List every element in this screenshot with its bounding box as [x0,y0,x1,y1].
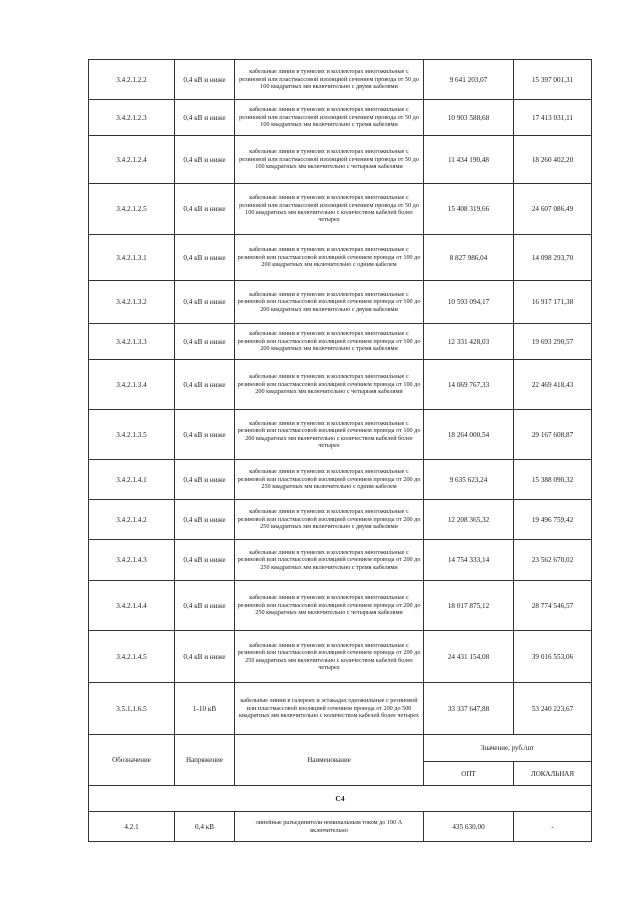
row-local-value: 23 562 670,02 [514,540,592,581]
row-opt-value: 24 431 154,08 [424,631,514,683]
row-opt-value: 8 827 986,04 [424,235,514,281]
row-code: 3.4.2.1.3.3 [89,324,175,360]
row-code: 3.4.2.1.4.3 [89,540,175,581]
row-voltage: 0,4 кВ и ниже [175,410,235,460]
row-local-value: 18 260 402,20 [514,136,592,184]
row-voltage: 0,4 кВ и ниже [175,460,235,500]
row-description: кабельные линии в туннелях и коллекторах многожильные с резиновой или пластмассовой изоляцией сечением провода от 50 до 100 квадратных мм включительно с четырьмя кабелями [235,136,424,184]
row-voltage: 0,4 кВ и ниже [175,581,235,631]
table-row [89,500,592,540]
row-voltage: 0,4 кВ и ниже [175,540,235,581]
row-voltage: 0,4 кВ и ниже [175,136,235,184]
tariff-table-sheet [88,59,591,842]
header-voltage: Напряжение [175,735,235,786]
row-code: 3.4.2.1.3.4 [89,360,175,410]
table-row [89,184,592,235]
table-row [89,683,592,735]
row-local-value: 16 917 171,38 [514,281,592,324]
row-code: 3.4.2.1.4.2 [89,500,175,540]
row-voltage: 0,4 кВ и ниже [175,184,235,235]
row-local-value: 19 693 290,57 [514,324,592,360]
row-local-value: - [514,812,592,842]
row-description: кабельные линии в туннелях и коллекторах многожильные с резиновой или пластмассовой изоляцией сечением провода от 100 до 200 квадратных мм включительно с количеством кабелей более четырех [235,410,424,460]
row-code: 3.4.2.1.3.2 [89,281,175,324]
table-row [89,281,592,324]
row-code: 3.4.2.1.2.4 [89,136,175,184]
row-description: кабельные линии в туннелях и коллекторах многожильные с резиновой или пластмассовой изоляцией сечением провода от 200 до 250 квадратных мм включительно с двумя кабелями [235,500,424,540]
row-local-value: 17 413 031,11 [514,100,592,136]
row-description: кабельные линии в туннелях и коллекторах многожильные с резиновой или пластмассовой изоляцией сечением провода от 100 до 200 квадратных мм включительно с тремя кабелями [235,324,424,360]
row-voltage: 0,4 кВ [175,812,235,842]
row-opt-value: 12 331 428,03 [424,324,514,360]
row-local-value: 15 388 090,32 [514,460,592,500]
table-row [89,136,592,184]
row-voltage: 0,4 кВ и ниже [175,631,235,683]
row-voltage: 0,4 кВ и ниже [175,60,235,100]
tariff-table [88,59,592,842]
row-description: кабельные линии в туннелях и коллекторах многожильные с резиновой или пластмассовой изоляцией сечением провода от 50 до 100 квадратных мм включительно с количеством кабелей более четырех [235,184,424,235]
row-code: 3.4.2.1.4.4 [89,581,175,631]
row-description: кабельные линии в туннелях и коллекторах многожильные с резиновой или пластмассовой изоляцией сечением провода от 200 до 250 квадратных мм включительно с четырьмя кабелями [235,581,424,631]
row-voltage: 0,4 кВ и ниже [175,235,235,281]
row-opt-value: 11 434 190,48 [424,136,514,184]
row-opt-value: 15 408 319,66 [424,184,514,235]
row-code: 3.4.2.1.3.1 [89,235,175,281]
header-name: Наименование [235,735,424,786]
row-opt-value: 12 208 365,32 [424,500,514,540]
table-row [89,460,592,500]
row-voltage: 1-10 кВ [175,683,235,735]
row-voltage: 0,4 кВ и ниже [175,324,235,360]
row-opt-value: 18 017 875,12 [424,581,514,631]
table-row [89,812,592,842]
row-voltage: 0,4 кВ и ниже [175,281,235,324]
header-local: ЛОКАЛЬНАЯ [514,762,592,786]
table-row [89,410,592,460]
row-local-value: 14 098 293,70 [514,235,592,281]
row-local-value: 29 167 608,87 [514,410,592,460]
table-row [89,235,592,281]
row-local-value: 28 774 546,57 [514,581,592,631]
table-row [89,540,592,581]
row-local-value: 19 496 759,42 [514,500,592,540]
row-description: кабельные линии в туннелях и коллекторах многожильные с резиновой или пластмассовой изоляцией сечением провода от 100 до 200 квадратных мм включительно с двумя кабелями [235,281,424,324]
table-body [89,60,592,735]
row-voltage: 0,4 кВ и ниже [175,360,235,410]
row-opt-value: 435 630,00 [424,812,514,842]
header-opt: ОПТ [424,762,514,786]
row-opt-value: 9 635 623,24 [424,460,514,500]
header-value: Значение, руб./шт [424,735,592,762]
row-code: 3.5.1.1.6.5 [89,683,175,735]
table-header [89,735,592,842]
row-description: кабельные линии в туннелях и коллекторах многожильные с резиновой или пластмассовой изоляцией сечением провода от 100 до 200 квадратных мм включительно с одним кабелем [235,235,424,281]
row-code: 3.4.2.1.2.5 [89,184,175,235]
row-code: 3.4.2.1.2.3 [89,100,175,136]
row-local-value: 15 397 001,31 [514,60,592,100]
table-row [89,631,592,683]
table-row [89,100,592,136]
row-opt-value: 9 641 203,07 [424,60,514,100]
row-opt-value: 14 754 333,14 [424,540,514,581]
row-code: 3.4.2.1.4.1 [89,460,175,500]
header-designation: Обозначение [89,735,175,786]
row-opt-value: 18 264 000,54 [424,410,514,460]
row-local-value: 39 016 553,06 [514,631,592,683]
row-description: кабельные линии в туннелях и коллекторах многожильные с резиновой или пластмассовой изоляцией сечением провода от 200 до 250 квадратных мм включительно с тремя кабелями [235,540,424,581]
row-description: линейные разъединители номинальным током до 100 А включительно [235,812,424,842]
row-description: кабельные линии в туннелях и коллекторах многожильные с резиновой или пластмассовой изоляцией сечением провода от 100 до 200 квадратных мм включительно с четырьмя кабелями [235,360,424,410]
table-row [89,360,592,410]
row-description: кабельные линии в туннелях и коллекторах многожильные с резиновой или пластмассовой изоляцией сечением провода от 50 до 100 квадратных мм включительно с тремя кабелями [235,100,424,136]
row-opt-value: 10 593 094,17 [424,281,514,324]
row-code: 3.4.2.1.4.5 [89,631,175,683]
section-title: С4 [89,786,592,812]
row-code: 4.2.1 [89,812,175,842]
row-description: кабельные линии в туннелях и коллекторах многожильные с резиновой или пластмассовой изоляцией сечением провода от 200 до 250 квадратных мм включительно с одним кабелем [235,460,424,500]
row-opt-value: 14 069 767,33 [424,360,514,410]
row-opt-value: 10 903 588,68 [424,100,514,136]
row-code: 3.4.2.1.3.5 [89,410,175,460]
row-code: 3.4.2.1.2.2 [89,60,175,100]
row-local-value: 24 607 086,49 [514,184,592,235]
row-description: кабельные линии в туннелях и коллекторах многожильные с резиновой или пластмассовой изоляцией сечением провода от 200 до 250 квадратных мм включительно с количеством кабелей более четырех [235,631,424,683]
row-description: кабельные линии в галереях и эстакадах одножильные с резиновой или пластмассовой изоляцией сечением провода от 200 до 500 квадратных мм включительно с количеством кабелей более четырех [235,683,424,735]
table-row [89,60,592,100]
row-opt-value: 33 337 647,88 [424,683,514,735]
row-local-value: 22 469 418,43 [514,360,592,410]
row-local-value: 53 240 223,67 [514,683,592,735]
row-voltage: 0,4 кВ и ниже [175,500,235,540]
table-row [89,581,592,631]
row-description: кабельные линии в туннелях и коллекторах многожильные с резиновой или пластмассовой изоляцией сечением провода от 50 до 100 квадратных мм включительно с двумя кабелями [235,60,424,100]
row-voltage: 0,4 кВ и ниже [175,100,235,136]
table-row [89,324,592,360]
